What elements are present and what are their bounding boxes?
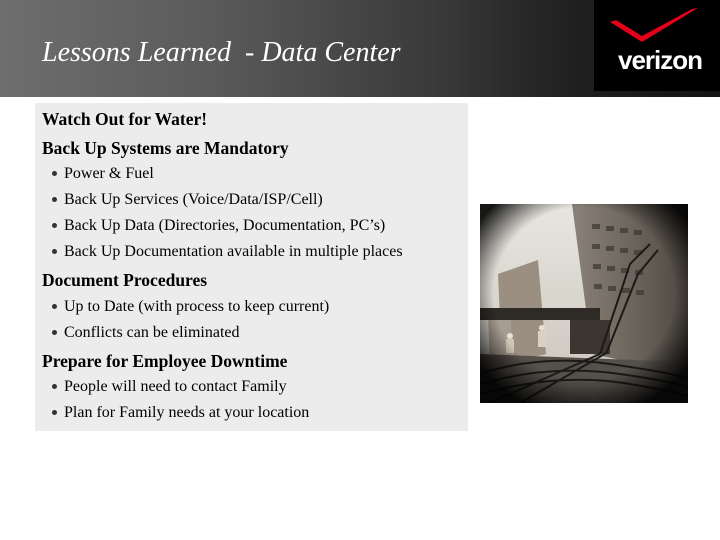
- list-item-text: Power & Fuel: [64, 165, 154, 182]
- section-heading-backup: Back Up Systems are Mandatory: [42, 138, 289, 158]
- list-item-text: Plan for Family needs at your location: [64, 404, 310, 421]
- verizon-logo: [594, 0, 720, 91]
- list-item: [52, 164, 154, 184]
- list-item: [52, 297, 329, 317]
- bullet-icon: [52, 384, 57, 389]
- list-item: [52, 190, 323, 210]
- section-heading-procedures: Document Procedures: [42, 270, 208, 290]
- list-item-text: Conflicts can be eliminated: [64, 324, 240, 341]
- bullet-icon: [52, 197, 57, 202]
- bullet-icon: [52, 249, 57, 254]
- bullet-icon: [52, 171, 57, 176]
- list-item-text: People will need to contact Family: [64, 378, 287, 395]
- list-item-text: Back Up Data (Directories, Documentation, PC’s): [64, 217, 386, 234]
- slide-title: Lessons Learned - Data Center: [42, 37, 401, 68]
- section-heading-water: Watch Out for Water!: [42, 109, 208, 129]
- bullet-icon: [52, 330, 57, 335]
- building-photo: [480, 204, 688, 403]
- list-item: [52, 323, 240, 343]
- list-item: [52, 403, 309, 423]
- bullet-icon: [52, 304, 57, 309]
- title-bar: [0, 0, 720, 97]
- bullet-icon: [52, 410, 57, 415]
- list-item: [52, 216, 385, 236]
- logo-wordmark: verizon: [617, 45, 703, 75]
- bullet-icon: [52, 223, 57, 228]
- list-item: [52, 377, 287, 397]
- list-item: [52, 242, 403, 262]
- list-item-text: Back Up Services (Voice/Data/ISP/Cell): [64, 191, 323, 208]
- list-item-text: Back Up Documentation available in multiple places: [64, 243, 403, 260]
- list-item-text: Up to Date (with process to keep current): [64, 298, 330, 315]
- section-heading-downtime: Prepare for Employee Downtime: [42, 351, 288, 371]
